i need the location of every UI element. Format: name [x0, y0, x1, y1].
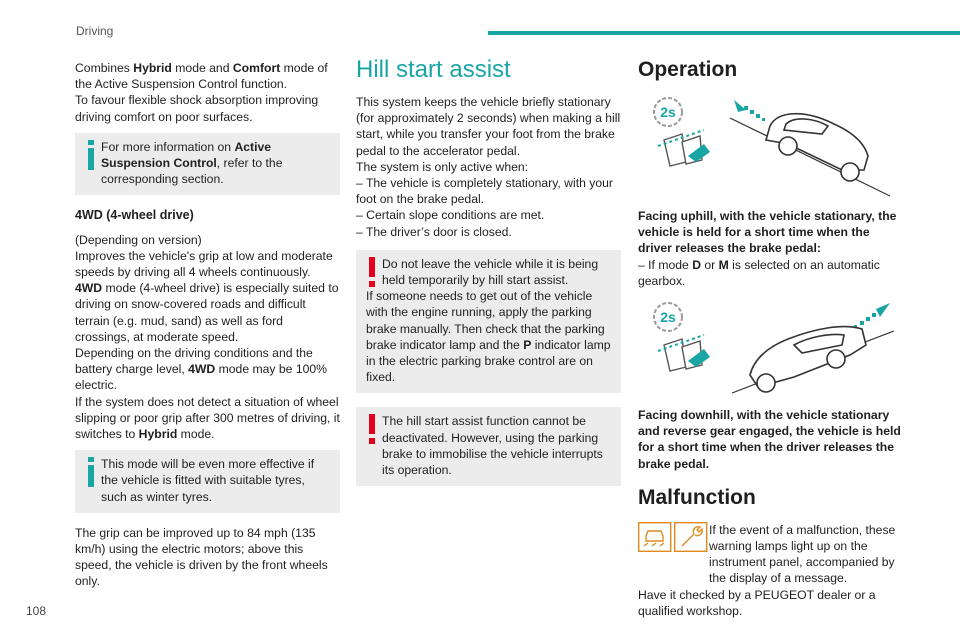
section-title: Driving — [76, 24, 114, 38]
column-2 — [356, 56, 621, 498]
hill-start-desc: This system keeps the vehicle briefly stationary (for approximately 2 seconds) when making a hill start, while you transfer your foot from the brake pedal to the accelerator pedal. — [356, 95, 621, 158]
grip-speed-text: The grip can be improved up to 84 mph (135 km/h) using the electric motors; above this speed, the vehicle is driven by the front wheels only. — [75, 525, 328, 589]
operation-heading: Operation — [638, 58, 738, 81]
info-icon — [85, 140, 97, 170]
warning-note: Do not leave the vehicle while it is being held temporarily by hill start assist. If someone needs to get out of the vehicle with the engine running, apply the parking brake manually. Then check that the parking brake indicator lamp and the P indicator lamp in the electric parking brake control are on fixed. — [356, 250, 621, 394]
warning-lamps — [638, 522, 708, 552]
info-icon — [85, 457, 97, 487]
list-item: – If mode D or M is selected on an automatic gearbox. — [638, 257, 880, 288]
timer-icon — [654, 98, 682, 126]
hill-start-title: Hill start assist — [356, 56, 511, 83]
uphill-caption: Facing uphill, with the vehicle stationary, the vehicle is held for a short time when the driver releases the brake pedal: — [638, 209, 897, 256]
downhill-arrow-icon — [854, 303, 890, 328]
uphill-illustration — [638, 96, 898, 200]
column-3 — [638, 58, 903, 619]
heading-4wd: 4WD (4-wheel drive) — [75, 208, 194, 223]
warning-note: The hill start assist function cannot be deactivated. However, using the parking brake to immobilise the vehicle interrupts its operation. — [356, 407, 621, 486]
page-number: 108 — [26, 604, 47, 618]
info-note: This mode will be even more effective if the vehicle is fitted with suitable tyres, such as winter tyres. — [75, 450, 340, 513]
pedals-icon — [658, 335, 710, 371]
list-item: – Certain slope conditions are met. — [356, 208, 545, 223]
intro-paragraph: Combines Hybrid mode and Comfort mode of the Active Suspension Control function. — [75, 61, 328, 92]
list-item: – The vehicle is completely stationary, with your foot on the brake pedal. — [356, 176, 613, 207]
downhill-illustration — [638, 301, 898, 397]
car-slope-lamp-icon — [639, 523, 671, 552]
warning-icon — [366, 257, 378, 287]
4wd-text: 4WD mode (4-wheel drive) is especially suited to driving on snow-covered roads and difficult terrain (e.g. mud, sand) as well as ford crossings, at moderate speed. — [75, 281, 339, 344]
car-icon — [766, 114, 868, 181]
uphill-arrow-icon — [734, 100, 765, 121]
column-1 — [75, 60, 340, 590]
version-text: (Depending on version) — [75, 232, 202, 247]
list-item: – The driver’s door is closed. — [356, 224, 512, 239]
battery-text: Depending on the driving conditions and the battery charge level, 4WD mode may be 100% electric. — [75, 346, 328, 393]
malfunction-heading: Malfunction — [638, 485, 756, 509]
malfunction-section — [638, 522, 903, 619]
info-note: For more information on Active Suspension Control, refer to the corresponding section. — [75, 133, 340, 196]
malfunction-text: If the event of a malfunction, these warning lamps light up on the instrument panel, accompanied by the display of a message. — [709, 522, 896, 586]
intro-paragraph-2: To favour flexible shock absorption improving driving comfort on poor surfaces. — [75, 93, 319, 124]
malfunction-advice: Have it checked by a PEUGEOT dealer or a qualified workshop. — [638, 587, 876, 618]
svg-text:2s: 2s — [660, 104, 676, 120]
switch-text: If the system does not detect a situation of wheel slipping or poor grip after 300 metres of driving, it switches to Hybrid mode. — [75, 394, 340, 442]
wrench-lamp-icon — [675, 523, 707, 552]
header-accent-bar — [488, 31, 960, 35]
grip-text: Improves the vehicle's grip at low and moderate speeds by driving all 4 wheels continuously. — [75, 248, 333, 280]
timer-icon — [654, 303, 682, 331]
active-when: The system is only active when: — [356, 159, 529, 174]
car-icon — [750, 327, 866, 392]
downhill-caption: Facing downhill, with the vehicle stationary and reverse gear engaged, the vehicle is held for a short time when the driver releases the brake pedal. — [638, 408, 901, 471]
warning-icon — [366, 414, 378, 444]
svg-text:2s: 2s — [660, 309, 676, 326]
pedals-icon — [658, 130, 710, 166]
